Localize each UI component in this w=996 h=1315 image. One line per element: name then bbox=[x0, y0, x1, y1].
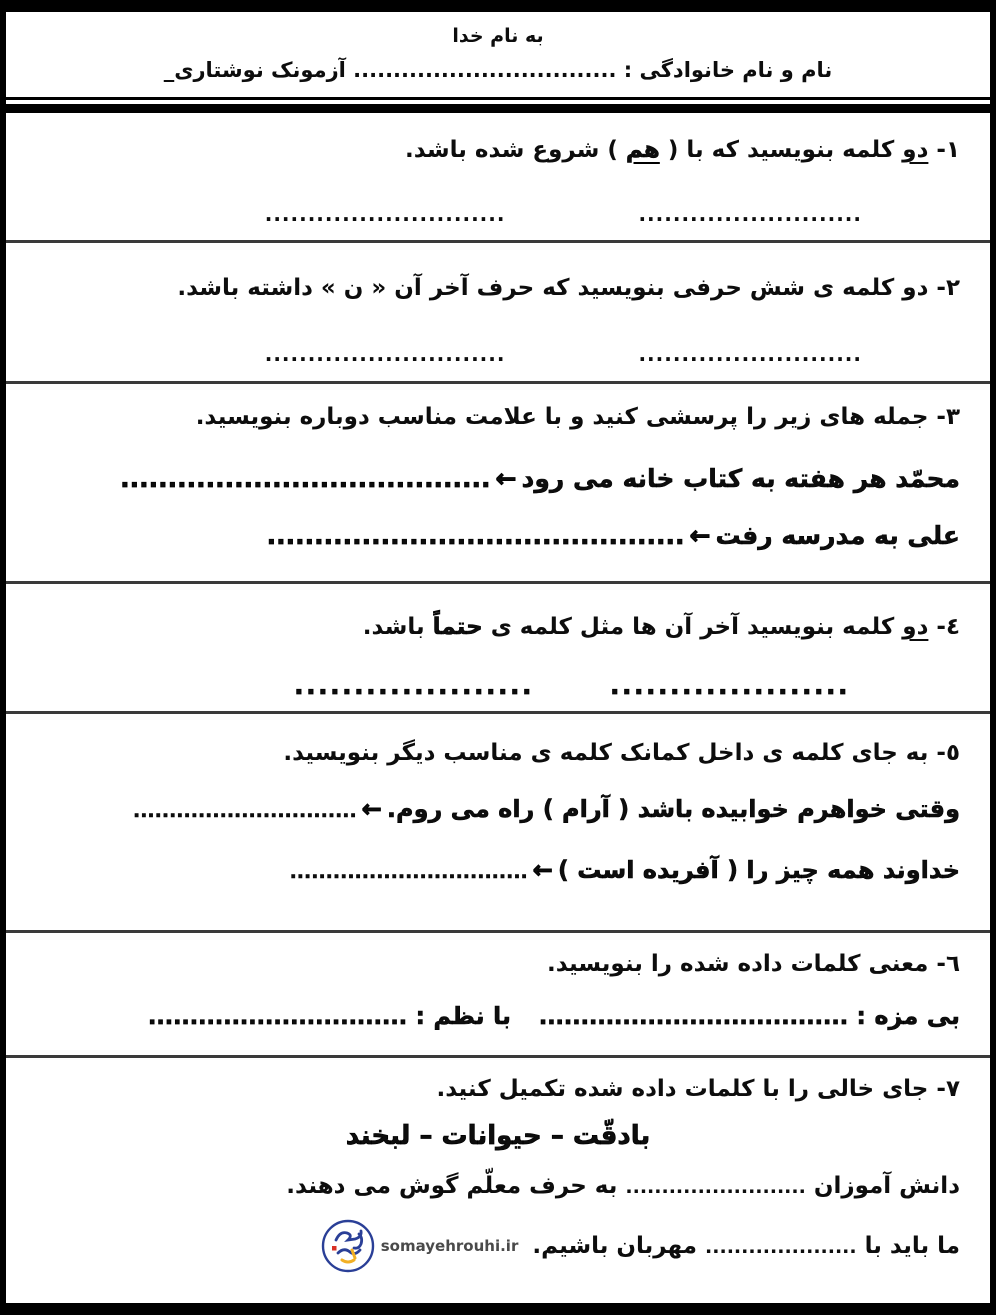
answer-blank: ....................................... bbox=[120, 463, 491, 493]
sentence-text: دانش آموزان bbox=[805, 1172, 960, 1199]
sentence-text: ما باید با bbox=[856, 1233, 960, 1259]
worksheet-title: آزمونک نوشتاری_ bbox=[163, 58, 346, 82]
question-4-answer-blanks bbox=[6, 671, 990, 700]
sentence-text: محمّد هر هفته به کتاب خانه می رود bbox=[521, 463, 960, 493]
header bbox=[6, 12, 990, 100]
question-6-items bbox=[6, 1002, 990, 1030]
answer-blank: ......................... bbox=[625, 1175, 806, 1198]
answer-blank: .................... bbox=[610, 670, 850, 700]
question-4-part: باشد. bbox=[362, 614, 433, 640]
question-4-text bbox=[6, 584, 990, 645]
bold-keyword: آرام bbox=[562, 794, 610, 823]
sentence-text: علی به مدرسه رفت bbox=[715, 520, 960, 550]
question-4-number: ٤- bbox=[928, 614, 960, 640]
meaning-item-left bbox=[148, 1002, 511, 1030]
answer-blank: ................................. bbox=[289, 861, 528, 884]
word-bank: بادقّت – حیوانات – لبخند bbox=[345, 1120, 651, 1151]
question-1-number: ١- bbox=[928, 137, 960, 163]
word-label: با نظم : bbox=[407, 1001, 511, 1030]
question-1-part: کلمه بنویسید که با ( bbox=[659, 137, 903, 163]
site-logo-icon bbox=[321, 1219, 375, 1273]
question-1-text bbox=[6, 113, 990, 168]
sentence-text: به حرف معلّم گوش می دهند. bbox=[286, 1172, 626, 1199]
question-1-answer-blanks bbox=[6, 202, 990, 226]
question-2-text: ٢- دو کلمه ی شش حرفی بنویسید که حرف آخر آن « ن » داشته باشد. bbox=[177, 275, 960, 301]
underlined-keyword: هم bbox=[625, 137, 660, 163]
name-blank: ................................. bbox=[353, 58, 617, 82]
name-label: نام و نام خانوادگی : bbox=[623, 58, 833, 82]
answer-blank: ............................................ bbox=[266, 520, 685, 550]
word-label: بی مزه : bbox=[848, 1001, 960, 1030]
website-label: somayehrouhi.ir bbox=[380, 1237, 519, 1255]
sentence-text: مهربان باشیم. bbox=[532, 1233, 706, 1259]
name-title-line bbox=[6, 58, 990, 82]
answer-blank: .......................... bbox=[638, 201, 862, 226]
answer-blank: ..................................... bbox=[538, 1004, 849, 1030]
answer-blank: ............................... bbox=[132, 799, 357, 822]
question-7-section bbox=[6, 1058, 990, 1301]
question-2-answer-blanks bbox=[6, 342, 990, 366]
bold-keyword: حتماً bbox=[432, 614, 483, 640]
sentence-text: ) راه می روم. bbox=[386, 794, 563, 823]
sentence-text: ) bbox=[557, 856, 578, 885]
question-3-text: ٣- جمله های زیر را پرسشی کنید و با علامت مناسب دوباره بنویسید. bbox=[195, 404, 960, 430]
question-6-text: ٦- معنی کلمات داده شده را بنویسید. bbox=[546, 951, 960, 977]
answer-blank: ..................... bbox=[705, 1236, 857, 1258]
question-4-part: کلمه بنویسید آخر آن ها مثل کلمه ی bbox=[482, 614, 903, 640]
answer-blank: .................... bbox=[294, 670, 535, 700]
question-3-section bbox=[6, 384, 990, 584]
sentence-text: خداوند همه چیز را ( bbox=[718, 856, 960, 885]
question-5-sentence-1 bbox=[6, 793, 990, 827]
question-1-part: ) شروع شده باشد. bbox=[404, 137, 626, 163]
left-arrow-icon: ← bbox=[689, 520, 711, 550]
underlined-word: دو bbox=[902, 614, 929, 640]
meaning-item-right bbox=[539, 1002, 960, 1030]
left-arrow-icon: ← bbox=[532, 856, 553, 885]
question-5-section bbox=[6, 714, 990, 933]
question-7-sentence-2 bbox=[532, 1233, 960, 1259]
question-4-section bbox=[6, 584, 990, 714]
question-7-sentence-1 bbox=[6, 1169, 990, 1204]
question-3-sentence-1 bbox=[6, 461, 990, 496]
question-5-text: ٥- به جای کلمه ی داخل کمانک کلمه ی مناسب دیگر بنویسید. bbox=[283, 740, 960, 766]
underlined-word: دو bbox=[902, 137, 929, 163]
header-separator bbox=[6, 104, 990, 113]
bismillah-text: به نام خدا bbox=[452, 25, 544, 47]
left-arrow-icon: ← bbox=[495, 463, 517, 493]
question-6-section bbox=[6, 933, 990, 1058]
answer-blank: ............................... bbox=[148, 1004, 408, 1030]
question-7-text: ٧- جای خالی را با کلمات داده شده تکمیل کنید. bbox=[436, 1076, 960, 1102]
question-7-footer-row bbox=[6, 1219, 990, 1273]
answer-blank: .......................... bbox=[638, 341, 862, 366]
question-5-sentence-2 bbox=[6, 854, 990, 888]
answer-blank: ............................ bbox=[264, 201, 506, 226]
left-arrow-icon: ← bbox=[361, 794, 382, 823]
sentence-text: وقتی خواهرم خوابیده باشد ( bbox=[609, 794, 960, 823]
bold-keyword: آفریده است bbox=[577, 856, 719, 885]
question-1-section bbox=[6, 113, 990, 243]
question-3-sentence-2 bbox=[6, 518, 990, 553]
question-2-section bbox=[6, 243, 990, 384]
answer-blank: ............................ bbox=[264, 341, 506, 366]
